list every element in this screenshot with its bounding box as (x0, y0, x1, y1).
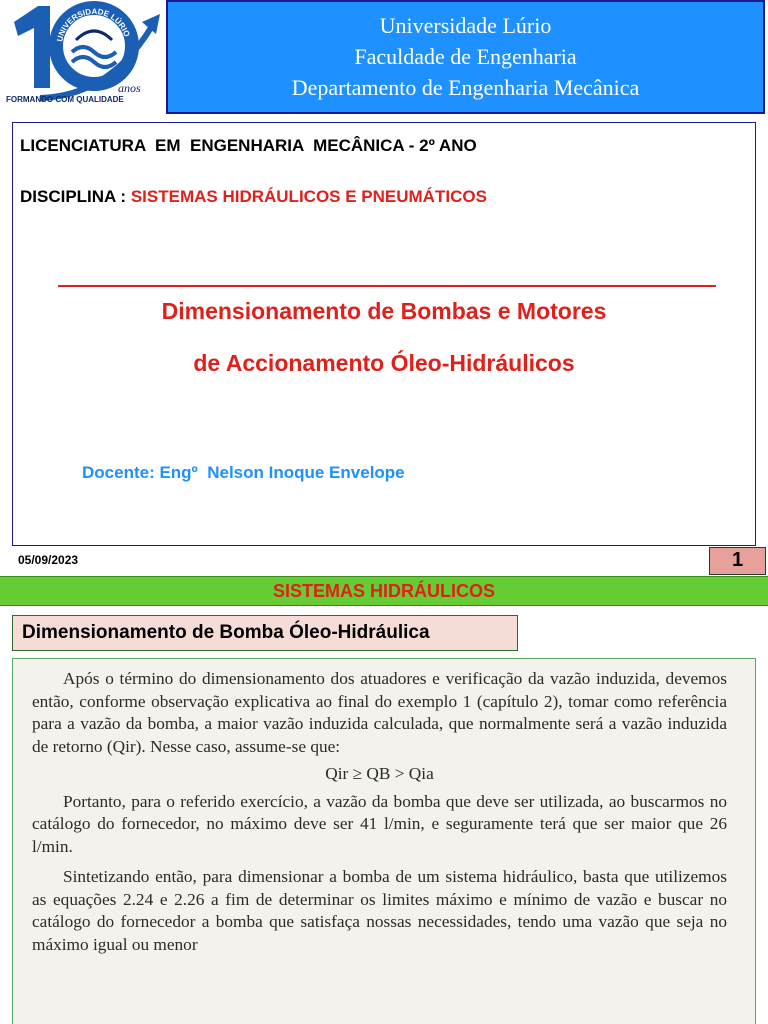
title-divider (58, 285, 716, 287)
scanned-text (32, 668, 727, 956)
teacher-name: Docente: Engº Nelson Inoque Envelope (82, 463, 405, 482)
slide-number: 1 (709, 547, 766, 575)
discipline-name: SISTEMAS HIDRÁULICOS E PNEUMÁTICOS (130, 187, 487, 206)
faculty-name: Faculdade de Engenharia (354, 44, 577, 69)
logo-ring-text: UNIVERSIDADE LÚRIO (55, 6, 132, 43)
presentation-title-line-2: de Accionamento Óleo-Hidráulicos (193, 350, 575, 376)
discipline-line (20, 187, 487, 207)
slide-date: 05/09/2023 (18, 553, 79, 567)
course-label: LICENCIATURA EM ENGENHARIA MECÂNICA - 2º ANO (20, 136, 477, 155)
paragraph-1: Após o término do dimensionamento dos atuadores e verificação da vazão induzida, devemos então, conforme observação explicativa ao final do exemplo 1 (capítulo 2), tomar como referência para a vazão da bomba, a maior vazão induzida calculada, que normalmente será a vazão induzida de retorno (Qir). Nesse caso, assume-se que: (32, 669, 727, 756)
paragraph-3: Sintetizando então, para dimensionar a bomba de um sistema hidráulico, basta que utilizemos as equações 2.24 e 2.26 a fim de determinar os limites máximo e mínimo de vazão e buscar no catálogo do fornecedor a bomba que satisfaça nossas necessidades, tendo uma vazão que seja no máximo igual ou menor (32, 867, 727, 954)
discipline-label: DISCIPLINA : (20, 187, 131, 206)
department-name: Departamento de Engenharia Mecânica (291, 75, 640, 100)
section-banner: SISTEMAS HIDRÁULICOS (0, 576, 768, 606)
formula: Qir ≥ QB > Qia (325, 764, 434, 783)
university-name: Universidade Lúrio (379, 13, 552, 38)
institution-header (166, 0, 765, 114)
paragraph-2: Portanto, para o referido exercício, a vazão da bomba que deve ser utilizada, ao buscarmos no catálogo do fornecedor, no máximo deve ser 41 l/min, e seguramente terá que ser maior que 26 l/min. (32, 791, 727, 856)
slide-subtitle: Dimensionamento de Bomba Óleo-Hidráulica (12, 615, 518, 651)
logo-tagline: FORMANDO COM QUALIDADE (6, 95, 124, 104)
logo-anos-text: anos (118, 81, 141, 95)
scanned-text-frame (12, 658, 756, 1024)
university-logo (0, 0, 165, 117)
presentation-title-line-1: Dimensionamento de Bombas e Motores (161, 298, 607, 324)
